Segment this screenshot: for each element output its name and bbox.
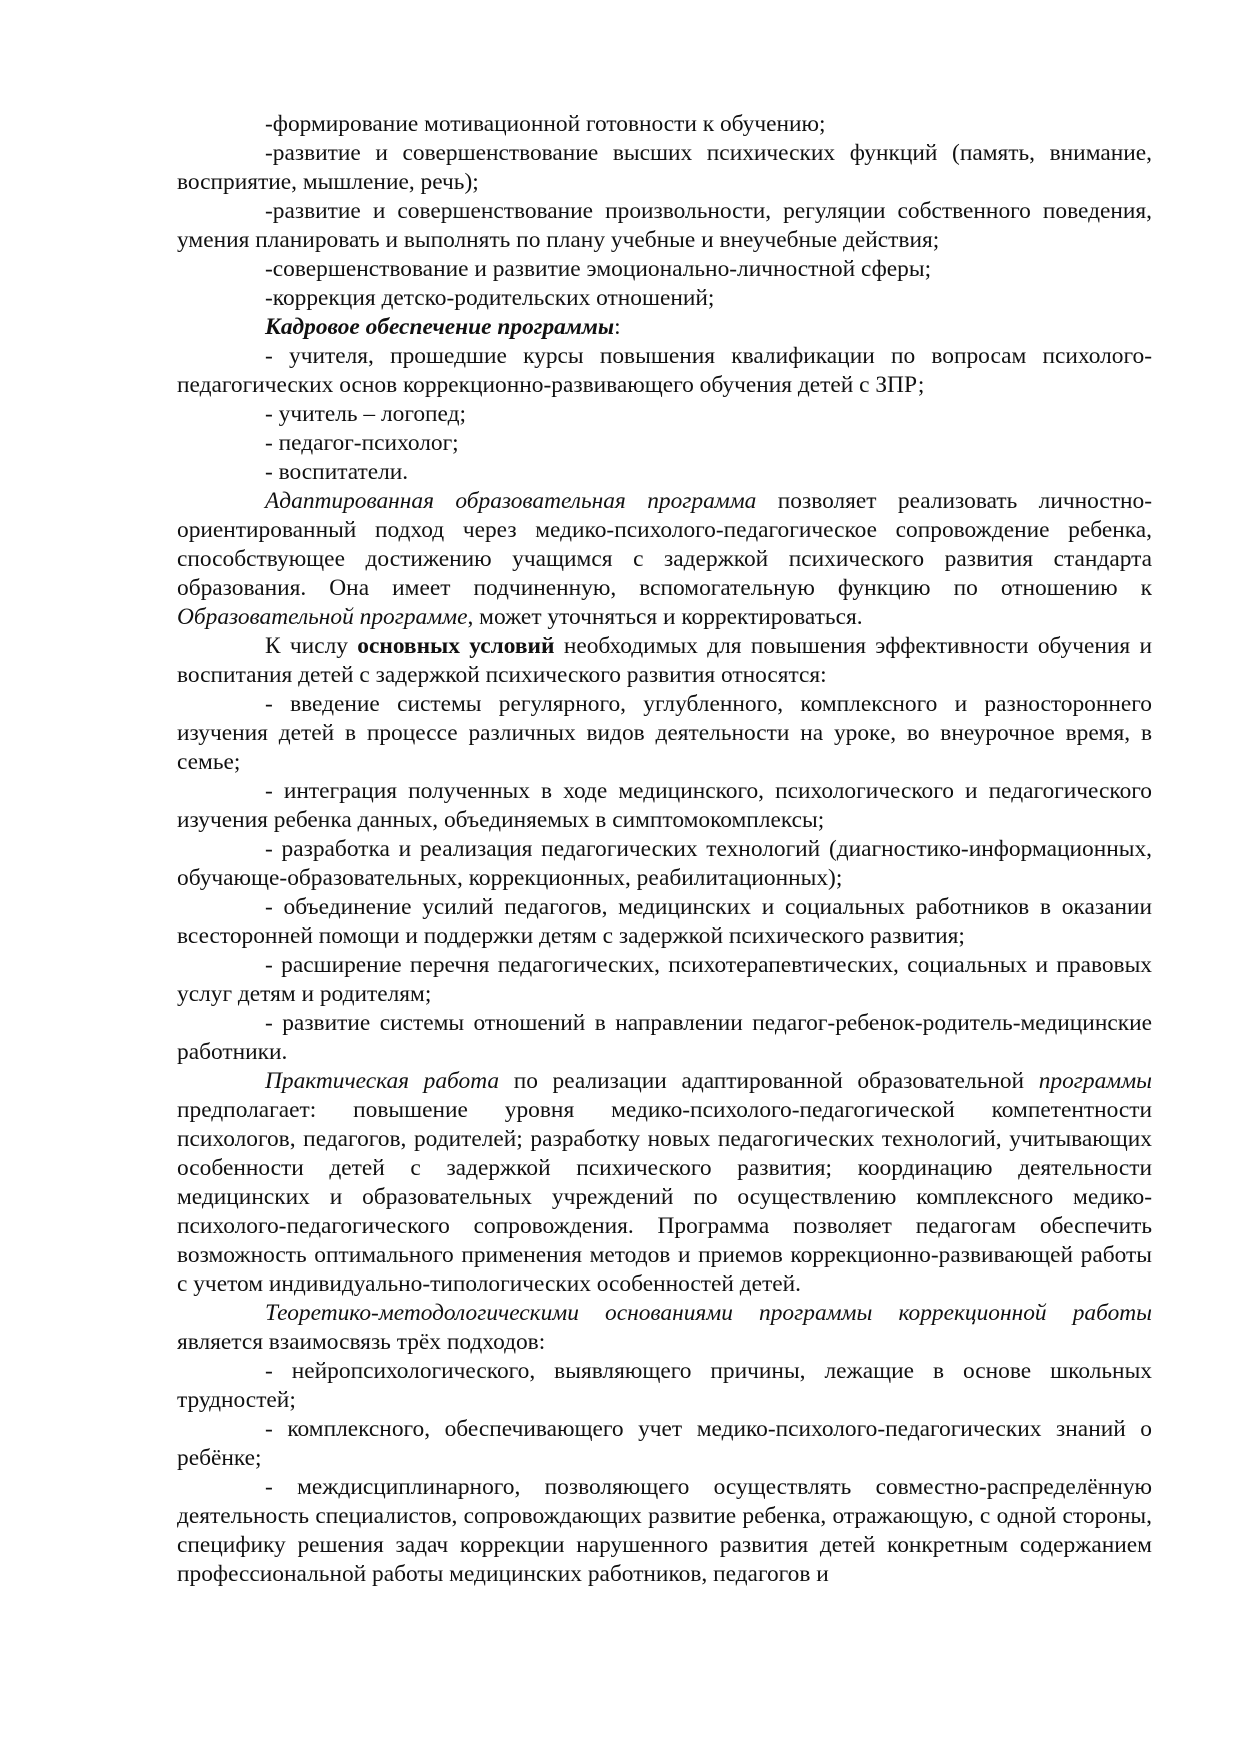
theory-term: Теоретико-методологическими основаниями программы коррекционной работы: [265, 1300, 1152, 1326]
conditions-paragraph: [177, 632, 1152, 690]
list-item: - интеграция полученных в ходе медицинского, психологического и педагогического изучения ребенка данных, объединяемых в симптомокомплексы;: [177, 778, 1152, 833]
list-item: - развитие системы отношений в направлении педагог-ребенок-родитель-медицинские работники.: [177, 1010, 1152, 1065]
list-item: -совершенствование и развитие эмоционально-личностной сферы;: [265, 256, 932, 282]
list-item: - расширение перечня педагогических, психотерапевтических, социальных и правовых услуг детям и родителям;: [177, 952, 1152, 1007]
list-item: - междисциплинарного, позволяющего осуществлять совместно-распределённую деятельность специалистов, сопровождающих развитие ребенка, отражающую, с одной стороны, специфику решения задач коррекции нарушенного развития детей конкретным содержанием профессиональной работы медицинских работников, педагогов и: [177, 1474, 1152, 1587]
adapted-program-paragraph: [177, 487, 1152, 632]
list-item: - объединение усилий педагогов, медицинских и социальных работников в оказании всесторонней помощи и поддержки детям с задержкой психического развития;: [177, 894, 1152, 949]
theory-paragraph: [177, 1299, 1152, 1357]
list-item: -развитие и совершенствование произвольности, регуляции собственного поведения, умения планировать и выполнять по плану учебные и внеучебные действия;: [177, 198, 1152, 253]
conditions-lead-2: необходимых для повышения эффективности обучения и воспитания детей с задержкой психического развития относятся:: [177, 633, 1153, 688]
conditions-lead-1: К числу: [265, 633, 358, 659]
list-item: - учителя, прошедшие курсы повышения квалификации по вопросам психолого-педагогических основ коррекционно-развивающего обучения детей с ЗПР;: [177, 343, 1152, 398]
staffing-heading-text: Кадровое обеспечение программы: [265, 314, 615, 340]
conditions-bold: основных условий: [357, 633, 555, 659]
staffing-heading: [177, 313, 1152, 342]
practical-mid: по реализации адаптированной образовательной: [499, 1068, 1039, 1094]
adapted-program-text-2: , может уточняться и корректироваться.: [467, 604, 863, 630]
practical-term-2: программы: [1038, 1068, 1152, 1094]
educational-program-term: Образовательной программе: [177, 604, 468, 630]
adapted-program-text-1: позволяет реализовать личностно-ориентированный подход через медико-психолого-педагогическое сопровождение ребенка, способствующее достижению учащимся с задержкой психического развития стандарта образования. Она имеет подчиненную, вспомогательную функцию по отношению к: [177, 488, 1152, 601]
list-item: - введение системы регулярного, углубленного, комплексного и разностороннего изучения детей в процессе различных видов деятельности на уроке, во внеурочное время, в семье;: [177, 691, 1152, 775]
list-item: - педагог-психолог;: [265, 430, 459, 456]
list-item: -формирование мотивационной готовности к обучению;: [265, 111, 826, 137]
adapted-program-term: Адаптированная образовательная программа: [265, 488, 757, 514]
practical-text: предполагает: повышение уровня медико-психолого-педагогической компетентности психологов, педагогов, родителей; разработку новых педагогических технологий, учитывающих особенности детей с задержкой психического развития; координацию деятельности медицинских и образовательных учреждений по осуществлению комплексного медико-психолого-педагогического сопровождения. Программа позволяет педагогам обеспечить возможность оптимального применения методов и приемов коррекционно-развивающей работы с учетом индивидуально-типологических особенностей детей.: [177, 1097, 1152, 1297]
list-item: -коррекция детско-родительских отношений;: [265, 285, 715, 311]
practical-paragraph: [177, 1067, 1152, 1299]
list-item: - нейропсихологического, выявляющего причины, лежащие в основе школьных трудностей;: [177, 1358, 1152, 1413]
staffing-heading-suffix: :: [614, 314, 621, 340]
list-item: -развитие и совершенствование высших психических функций (память, внимание, восприятие, мышление, речь);: [177, 140, 1152, 195]
theory-text: является взаимосвязь трёх подходов:: [177, 1329, 546, 1355]
list-item: - комплексного, обеспечивающего учет медико-психолого-педагогических знаний о ребёнке;: [177, 1416, 1152, 1471]
list-item: - воспитатели.: [265, 459, 409, 485]
list-item: - разработка и реализация педагогических технологий (диагностико-информационных, обучающе-образовательных, коррекционных, реабилитационных);: [177, 836, 1152, 891]
practical-term: Практическая работа: [265, 1068, 500, 1094]
list-item: - учитель – логопед;: [265, 401, 467, 427]
